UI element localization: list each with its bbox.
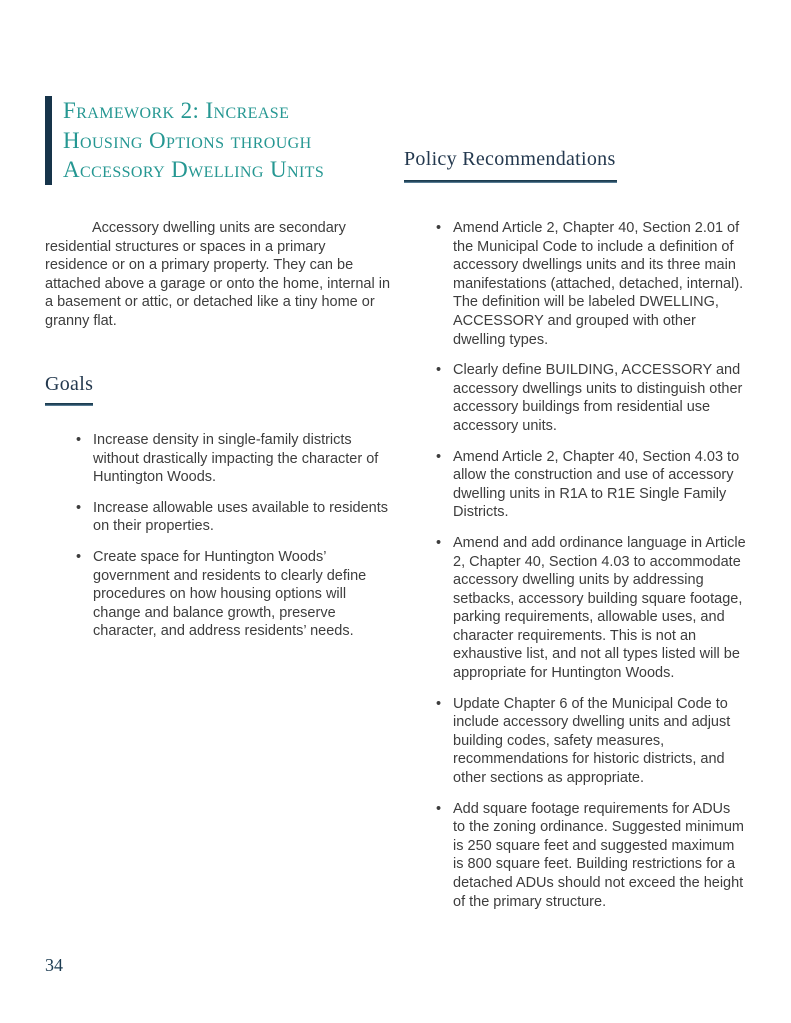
policy-item: • Amend and add ordinance language in Article 2, Chapter 40, Section 4.03 to accommodate accessory dwelling units by addressing setbacks, accessory building square footage, parking requirements, allowable uses, and character requirements. This is not an exhaustive list, and not all types listed will be appropriate for Huntington Woods.: [436, 534, 746, 683]
policy-heading-rule: [404, 180, 617, 183]
goals-heading: Goals: [45, 373, 94, 395]
goals-heading-block: [45, 373, 265, 406]
framework-title-line-3: Accessory Dwelling Units: [63, 157, 325, 182]
policy-item: • Clearly define BUILDING, ACCESSORY and accessory dwellings units to distinguish other accessory buildings from residential use accessory units.: [436, 361, 746, 435]
goals-list: [76, 431, 393, 653]
goal-item: • Increase allowable uses available to residents on their properties.: [76, 499, 393, 536]
policy-recommendations-heading: Policy Recommendations: [404, 148, 616, 170]
framework-title-line-2: Housing Options through: [63, 127, 312, 153]
goal-item: • Create space for Huntington Woods’ government and residents to clearly define procedures on how housing options will change and balance growth, preserve character, and address residents’ needs.: [76, 548, 393, 641]
policy-item: • Add square footage requirements for ADUs to the zoning ordinance. Suggested minimum is 250 square feet and suggested maximum is 800 square feet. Building restrictions for a detached ADUs should not exceed the height of the primary structure.: [436, 800, 746, 912]
policy-recommendations-list: [436, 219, 746, 923]
goal-item: • Increase density in single-family districts without drastically impacting the character of Huntington Woods.: [76, 431, 393, 487]
policy-item: • Amend Article 2, Chapter 40, Section 4.03 to allow the construction and use of accessory dwelling units in R1A to R1E Single Family Districts.: [436, 448, 746, 522]
title-accent-bar: [45, 96, 52, 185]
framework-title-block: [45, 96, 324, 185]
page-number: 34: [45, 955, 63, 975]
goals-heading-rule: [45, 403, 93, 406]
framework-title: [63, 96, 324, 185]
policy-recommendations-heading-block: [404, 148, 617, 183]
policy-item: • Update Chapter 6 of the Municipal Code to include accessory dwelling units and adjust building codes, safety measures, recommendations for historic districts, and other sections as appropriate.: [436, 695, 746, 788]
intro-paragraph: Accessory dwelling units are secondary residential structures or spaces in a primary residence or on a primary property. They can be attached above a garage or onto the home, internal in a basement or attic, or detached like a tiny home or granny flat.: [45, 220, 391, 329]
framework-title-line-1: Framework 2: Increase: [63, 98, 290, 123]
policy-item: • Amend Article 2, Chapter 40, Section 2.01 of the Municipal Code to include a definition of accessory dwellings units and its three main manifestations (attached, detached, internal). The definition will be labeled DWELLING, ACCESSORY and grouped with other dwelling types.: [436, 219, 746, 349]
